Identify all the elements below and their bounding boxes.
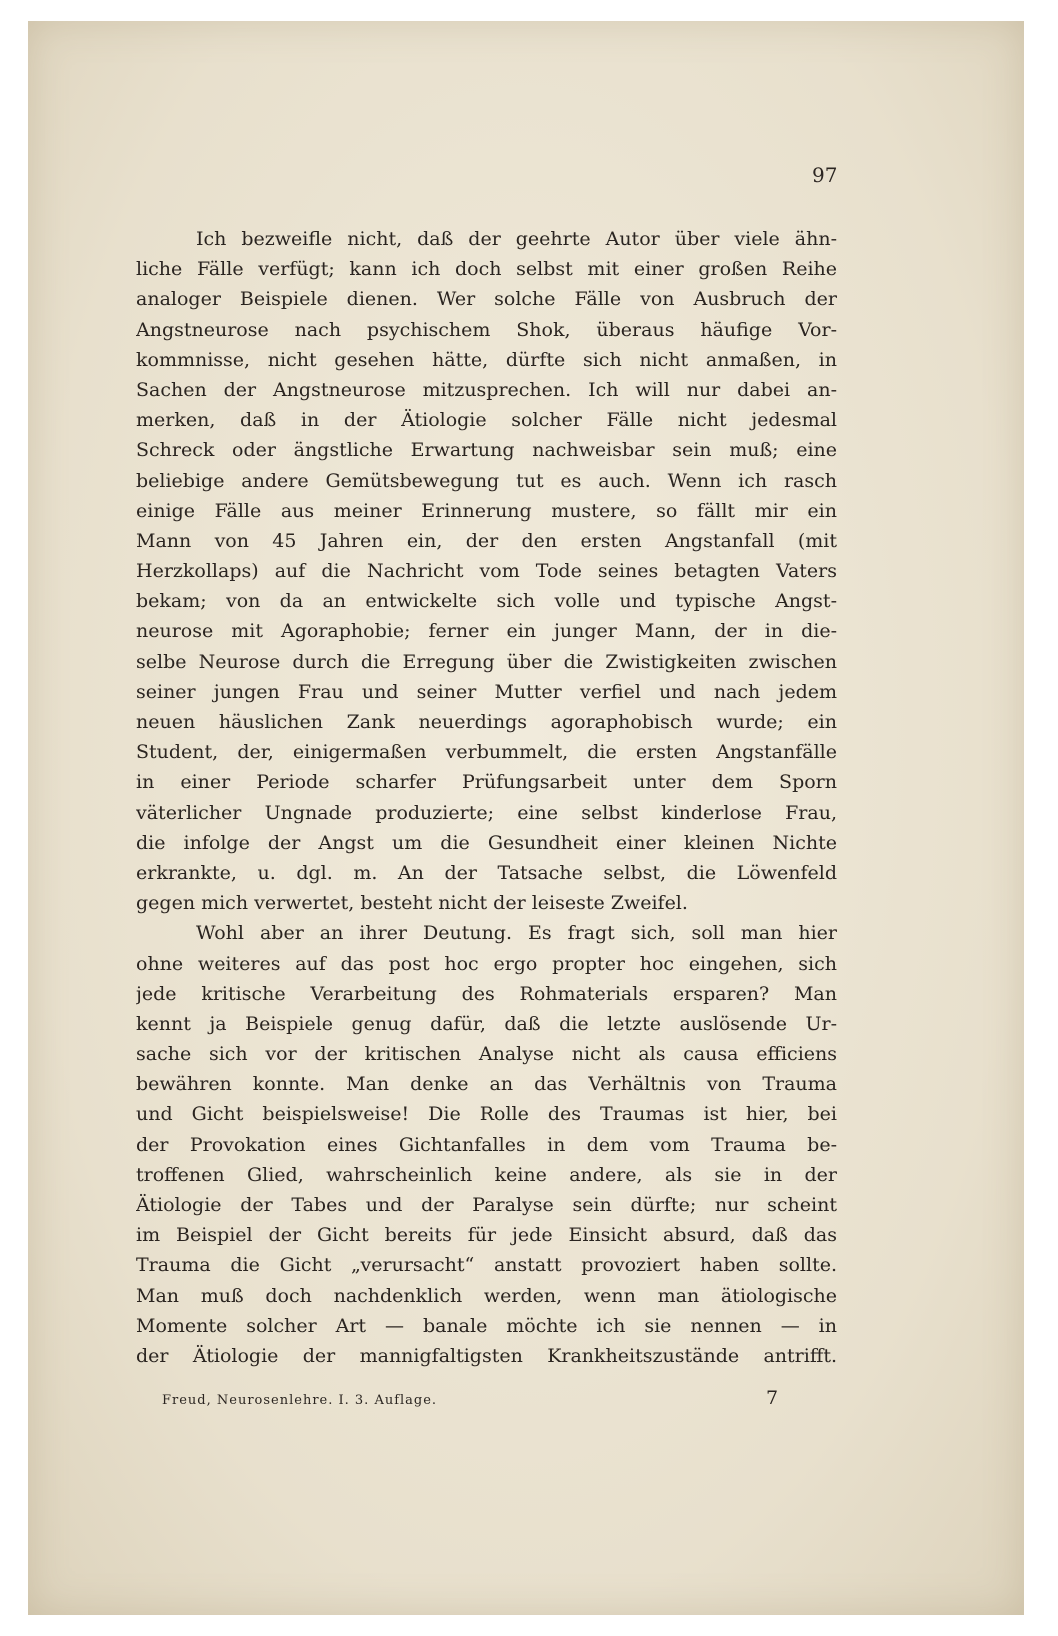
text-line: in einer Periode scharfer Prüfungsarbeit unter dem Sporn — [136, 771, 837, 794]
text-line: im Beispiel der Gicht bereits für jede Einsicht absurd, daß das — [136, 1224, 837, 1247]
text-line: Angstneurose nach psychischem Shok, überaus häufige Vor- — [136, 318, 837, 341]
page-number: 97 — [812, 163, 838, 187]
text-line: Herzkollaps) auf die Nachricht vom Tode seines betagten Vaters — [136, 560, 837, 583]
text-line: Sachen der Angstneurose mitzusprechen. Ich will nur dabei an- — [136, 378, 837, 401]
text-line: gegen mich verwertet, besteht nicht der leiseste Zweifel. — [136, 892, 688, 915]
text-line: merken, daß in der Ätiologie solcher Fälle nicht jedesmal — [136, 409, 837, 432]
footer-citation: Freud, Neurosenlehre. I. 3. Auflage. — [162, 1393, 438, 1408]
text-line: Momente solcher Art — banale möchte ich sie nennen — in — [136, 1314, 837, 1337]
text-line: der Ätiologie der mannigfaltigsten Krankheitszustände antrifft. — [136, 1344, 837, 1367]
text-line: neuen häuslichen Zank neuerdings agoraphobisch wurde; ein — [136, 711, 837, 733]
text-line: und Gicht beispielsweise! Die Rolle des Traumas ist hier, bei — [136, 1103, 837, 1126]
text-line: Schreck oder ängstliche Erwartung nachweisbar sein muß; eine — [136, 439, 837, 462]
text-line: kennt ja Beispiele genug dafür, daß die letzte auslösende Ur- — [136, 1012, 837, 1035]
text-line: beliebige andere Gemütsbewegung tut es auch. Wenn ich rasch — [136, 469, 837, 492]
book-page — [28, 21, 1024, 1615]
text-line: Ätiologie der Tabes und der Paralyse sein dürfte; nur scheint — [136, 1194, 837, 1216]
text-line: troffenen Glied, wahrscheinlich keine andere, als sie in der — [136, 1163, 837, 1186]
signature-mark: 7 — [766, 1387, 779, 1409]
text-line: sache sich vor der kritischen Analyse nicht als causa efficiens — [136, 1043, 837, 1066]
text-line: Student, der, einigermaßen verbummelt, die ersten Angstanfälle — [136, 741, 837, 764]
text-line: analoger Beispiele dienen. Wer solche Fälle von Ausbruch der — [136, 288, 837, 311]
text-line: der Provokation eines Gichtanfalles in dem vom Trauma be- — [136, 1133, 837, 1156]
body-text — [136, 224, 837, 1371]
text-line: jede kritische Verarbeitung des Rohmaterials ersparen? Man — [136, 982, 837, 1005]
text-line: bewähren konnte. Man denke an das Verhältnis von Trauma — [136, 1073, 837, 1096]
text-line: bekam; von da an entwickelte sich volle und typische Angst- — [136, 590, 837, 613]
text-line: väterlicher Ungnade produzierte; eine selbst kinderlose Frau, — [136, 801, 837, 824]
text-line: Mann von 45 Jahren ein, der den ersten Angstanfall (mit — [136, 529, 837, 552]
text-line: Ich bezweifle nicht, daß der geehrte Autor über viele ähn- — [196, 228, 837, 250]
text-line: ohne weiteres auf das post hoc ergo propter hoc eingehen, sich — [136, 952, 837, 975]
text-line: liche Fälle verfügt; kann ich doch selbst mit einer großen Reihe — [136, 258, 837, 281]
text-line: seiner jungen Frau und seiner Mutter verfiel und nach jedem — [136, 680, 837, 703]
text-line: Man muß doch nachdenklich werden, wenn man ätiologische — [136, 1284, 837, 1307]
text-line: erkrankte, u. dgl. m. An der Tatsache selbst, die Löwenfeld — [136, 861, 837, 884]
text-line: Wohl aber an ihrer Deutung. Es fragt sich, soll man hier — [196, 922, 837, 945]
text-line: neurose mit Agoraphobie; ferner ein junger Mann, der in die- — [136, 620, 837, 643]
text-line: kommnisse, nicht gesehen hätte, dürfte sich nicht anmaßen, in — [136, 348, 837, 371]
text-line: selbe Neurose durch die Erregung über die Zwistigkeiten zwischen — [136, 650, 837, 673]
text-line: die infolge der Angst um die Gesundheit einer kleinen Nichte — [136, 831, 837, 854]
text-line: Trauma die Gicht „verursacht“ anstatt provoziert haben sollte. — [136, 1254, 837, 1277]
text-line: einige Fälle aus meiner Erinnerung mustere, so fällt mir ein — [136, 499, 837, 522]
